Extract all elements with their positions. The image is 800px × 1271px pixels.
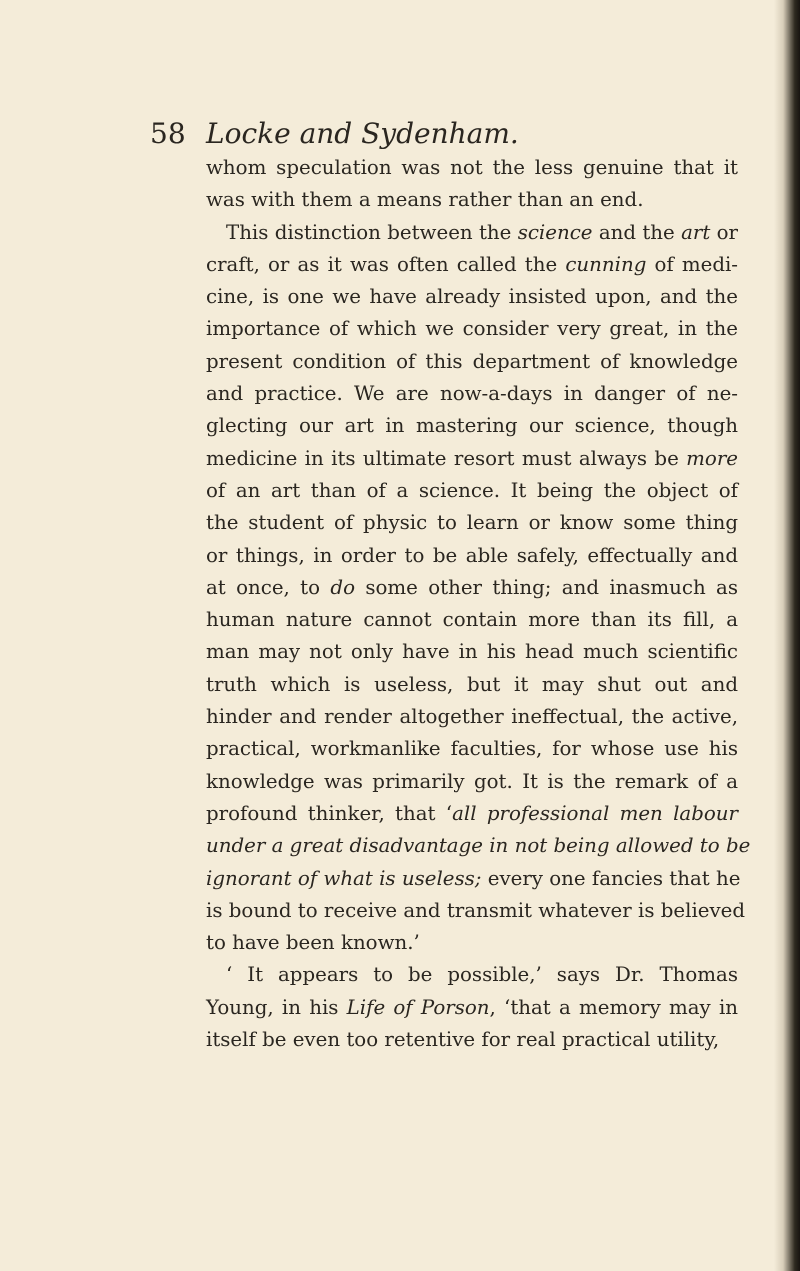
text-run: and the — [592, 220, 682, 244]
running-title: Locke and Sydenham. — [206, 117, 519, 150]
italic-text-run: science — [517, 220, 593, 244]
text-run: whom speculation was not the less genuine that it — [206, 156, 738, 179]
text-run: profound thinker, that ‘ — [206, 801, 453, 825]
text-run: and practice. We are now-a-days in danger of ne- — [206, 382, 738, 406]
text-run: of an art than of a science. It being the object of — [206, 478, 738, 502]
text-line — [206, 1024, 738, 1056]
body-text — [206, 152, 751, 1056]
italic-text-run: ignorant of what is useless; — [206, 866, 482, 890]
text-run: is bound to receive and transmit whatever is believed — [206, 898, 746, 922]
text-run: itself be even too retentive for real practical utility, — [206, 1028, 720, 1052]
text-run: cine, is one we have already insisted upon, and the — [206, 285, 738, 309]
text-line — [206, 604, 738, 636]
text-line — [206, 346, 738, 378]
text-line — [206, 959, 738, 991]
text-line — [206, 540, 738, 572]
text-run: practical, workmanlike faculties, for whose use his — [206, 737, 738, 761]
italic-text-run: more — [686, 446, 738, 470]
text-line — [206, 927, 738, 959]
running-head — [150, 117, 519, 150]
text-run: truth which is useless, but it may shut out and — [206, 672, 738, 696]
text-run: every one fancies that he — [481, 866, 741, 890]
text-line — [206, 249, 738, 281]
text-run: was with them a means rather than an end. — [206, 188, 644, 212]
text-line — [206, 992, 738, 1024]
text-run: This distinction between the — [226, 220, 518, 244]
text-line — [206, 669, 738, 701]
text-line — [206, 217, 738, 249]
italic-text-run: art — [681, 220, 711, 244]
text-line — [206, 701, 738, 733]
text-run: some other thing; and inasmuch as — [354, 575, 738, 599]
text-run: human nature cannot contain more than its fill, a — [206, 608, 738, 632]
italic-text-run: cunning — [565, 252, 647, 276]
text-run: ‘ It appears to be possible,’ says Dr. Thomas — [226, 963, 738, 987]
text-line — [206, 281, 738, 313]
page-number: 58 — [150, 117, 186, 150]
text-run: glecting our art in mastering our science, though — [206, 414, 738, 438]
text-line — [206, 152, 738, 184]
text-line — [206, 507, 738, 539]
text-run: medicine in its ultimate resort must always be — [206, 446, 687, 470]
text-line — [206, 443, 738, 475]
text-run: Young, in his — [206, 995, 347, 1019]
text-line — [206, 475, 738, 507]
text-run: , ‘that a memory may in — [489, 995, 739, 1019]
text-run: hinder and render altogether ineffectual, the active, — [206, 705, 738, 729]
text-run: to have been known.’ — [206, 931, 420, 955]
text-run: present condition of this department of knowledge — [206, 349, 738, 373]
text-line — [206, 313, 738, 345]
text-line — [206, 410, 738, 442]
text-run: of medi- — [646, 252, 738, 276]
page-edge-shadow — [774, 0, 800, 1271]
italic-text-run: do — [330, 575, 355, 599]
text-line — [206, 766, 738, 798]
text-line — [206, 863, 741, 895]
text-line — [206, 184, 738, 216]
text-line — [206, 378, 738, 410]
text-line — [206, 798, 738, 830]
text-run: importance of which we consider very great, in the — [206, 317, 738, 341]
text-run: the student of physic to learn or know some thing — [206, 511, 738, 535]
text-line — [206, 636, 738, 668]
text-run: craft, or as it was often called the — [206, 252, 566, 276]
text-run: or things, in order to be able safely, effectually and — [206, 543, 738, 567]
text-run: or — [710, 220, 738, 244]
text-run: at once, to — [206, 575, 331, 599]
italic-text-run: Life of Porson — [346, 995, 490, 1019]
italic-text-run: under a great disadvantage in not being allowed to be — [206, 834, 751, 858]
text-line — [206, 895, 746, 927]
text-line — [206, 572, 738, 604]
text-run: knowledge was primarily got. It is the remark of a — [206, 769, 738, 793]
text-line — [206, 830, 751, 862]
text-run: man may not only have in his head much scientific — [206, 640, 738, 664]
italic-text-run: all professional men labour — [452, 801, 738, 825]
text-line — [206, 733, 738, 765]
